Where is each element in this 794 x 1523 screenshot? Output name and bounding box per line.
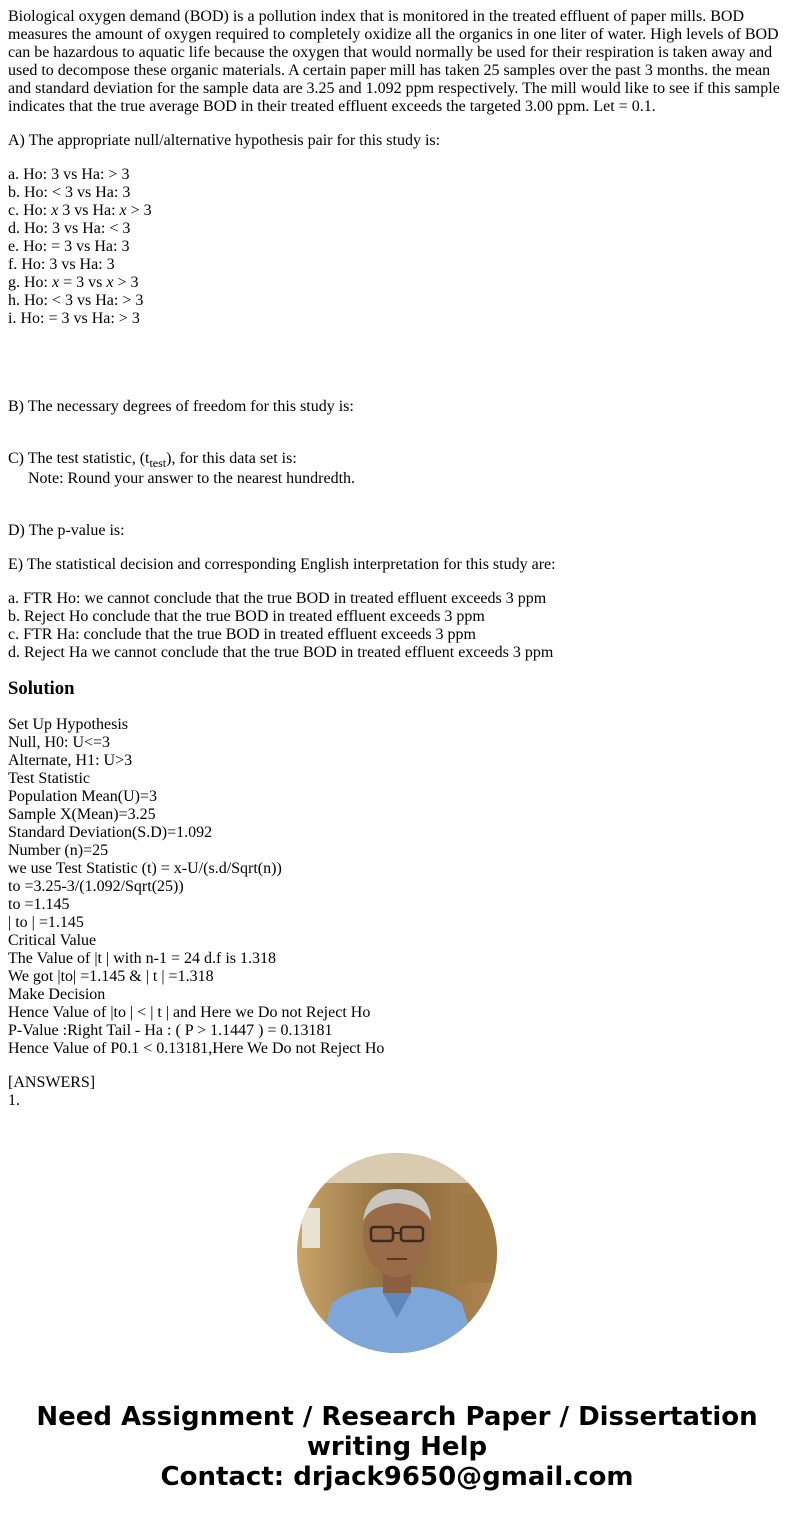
solution-line: Hence Value of P0.1 < 0.13181,Here We Do not Reject Ho [8,1040,385,1057]
solution-line: Hence Value of |to | < | t | and Here we Do not Reject Ho [8,1004,371,1021]
answers-label: [ANSWERS] [8,1074,96,1091]
solution-line: Population Mean(U)=3 [8,788,157,805]
option-e-b: b. Reject Ho conclude that the true BOD in treated effluent exceeds 3 ppm [8,608,485,625]
option-f: f. Ho: 3 vs Ha: 3 [8,256,115,273]
question-intro: Biological oxygen demand (BOD) is a pollution index that is monitored in the treated effluent of paper mills. BOD measures the amount of oxygen required to completely oxidize all the organics in one liter of water. High levels of BOD can be hazardous to aquatic life because the oxygen that would normally be used for their respiration is taken away and used to decompose these organic materials. A certain paper mill has taken 25 samples over the past 3 months. the mean and standard deviation for the sample data are 3.25 and 1.092 ppm respectively. The mill would like to see if this sample indicates that the true average BOD in their treated effluent exceeds the targeted 3.00 ppm. Let = 0.1. [8,8,780,115]
solution-line: to =1.145 [8,896,70,913]
option-e-d: d. Reject Ha we cannot conclude that the true BOD in treated effluent exceeds 3 ppm [8,644,554,661]
part-e-options [8,590,786,662]
solution-heading: Solution [8,678,75,699]
solution-line: P-Value :Right Tail - Ha : ( P > 1.1447 ) = 0.13181 [8,1022,333,1039]
solution-line: Critical Value [8,932,97,949]
part-e-prompt: E) The statistical decision and corresponding English interpretation for this study are: [8,556,556,573]
solution-line: Alternate, H1: U>3 [8,752,133,769]
solution-line: The Value of |t | with n-1 = 24 d.f is 1.318 [8,950,276,967]
promo-banner [0,1402,794,1492]
option-e-a: a. FTR Ho: we cannot conclude that the true BOD in treated effluent exceeds 3 ppm [8,590,547,607]
option-c: c. Ho: x 3 vs Ha: x > 3 [8,202,152,219]
part-a-prompt: A) The appropriate null/alternative hypothesis pair for this study is: [8,132,441,149]
part-b-prompt: B) The necessary degrees of freedom for this study is: [8,398,354,415]
author-photo-icon [297,1153,497,1353]
answers-first-item: 1. [8,1092,20,1109]
part-a-options [8,166,786,328]
option-g: g. Ho: x = 3 vs x > 3 [8,274,139,291]
option-h: h. Ho: < 3 vs Ha: > 3 [8,292,144,309]
solution-line: Standard Deviation(S.D)=1.092 [8,824,213,841]
solution-line: Number (n)=25 [8,842,109,859]
option-e: e. Ho: = 3 vs Ha: 3 [8,238,130,255]
option-e-c: c. FTR Ha: conclude that the true BOD in treated effluent exceeds 3 ppm [8,626,476,643]
option-d: d. Ho: 3 vs Ha: < 3 [8,220,131,237]
solution-lines [8,716,786,1058]
solution-line: | to | =1.145 [8,914,84,931]
option-a: a. Ho: 3 vs Ha: > 3 [8,166,130,183]
answers-block [8,1074,786,1110]
part-c-subscript: test [149,456,167,471]
solution-line: we use Test Statistic (t) = x-U/(s.d/Sqrt(n)) [8,860,282,877]
part-c-prompt: C) The test statistic, $(t_{test})$, for this data set is: [8,450,297,471]
promo-line-1: Need Assignment / Research Paper / Dissertation [36,1402,758,1432]
promo-line-2: writing Help [306,1432,488,1462]
promo-contact: Contact: drjack9650@gmail.com [160,1462,634,1492]
solution-line: We got |to| =1.145 & | t | =1.318 [8,968,214,985]
solution-line: Make Decision [8,986,106,1003]
part-d-prompt: D) The p-value is: [8,522,125,539]
solution-line: Sample X(Mean)=3.25 [8,806,156,823]
part-c-note: Note: Round your answer to the nearest hundredth. [28,470,356,487]
solution-line: Set Up Hypothesis [8,716,128,733]
option-b: b. Ho: < 3 vs Ha: 3 [8,184,131,201]
solution-line: Null, H0: U<=3 [8,734,111,751]
part-c-block [8,450,786,488]
option-i: i. Ho: = 3 vs Ha: > 3 [8,310,140,327]
author-avatar [297,1153,497,1353]
solution-line: to =3.25-3/(1.092/Sqrt(25)) [8,878,184,895]
solution-line: Test Statistic [8,770,90,787]
